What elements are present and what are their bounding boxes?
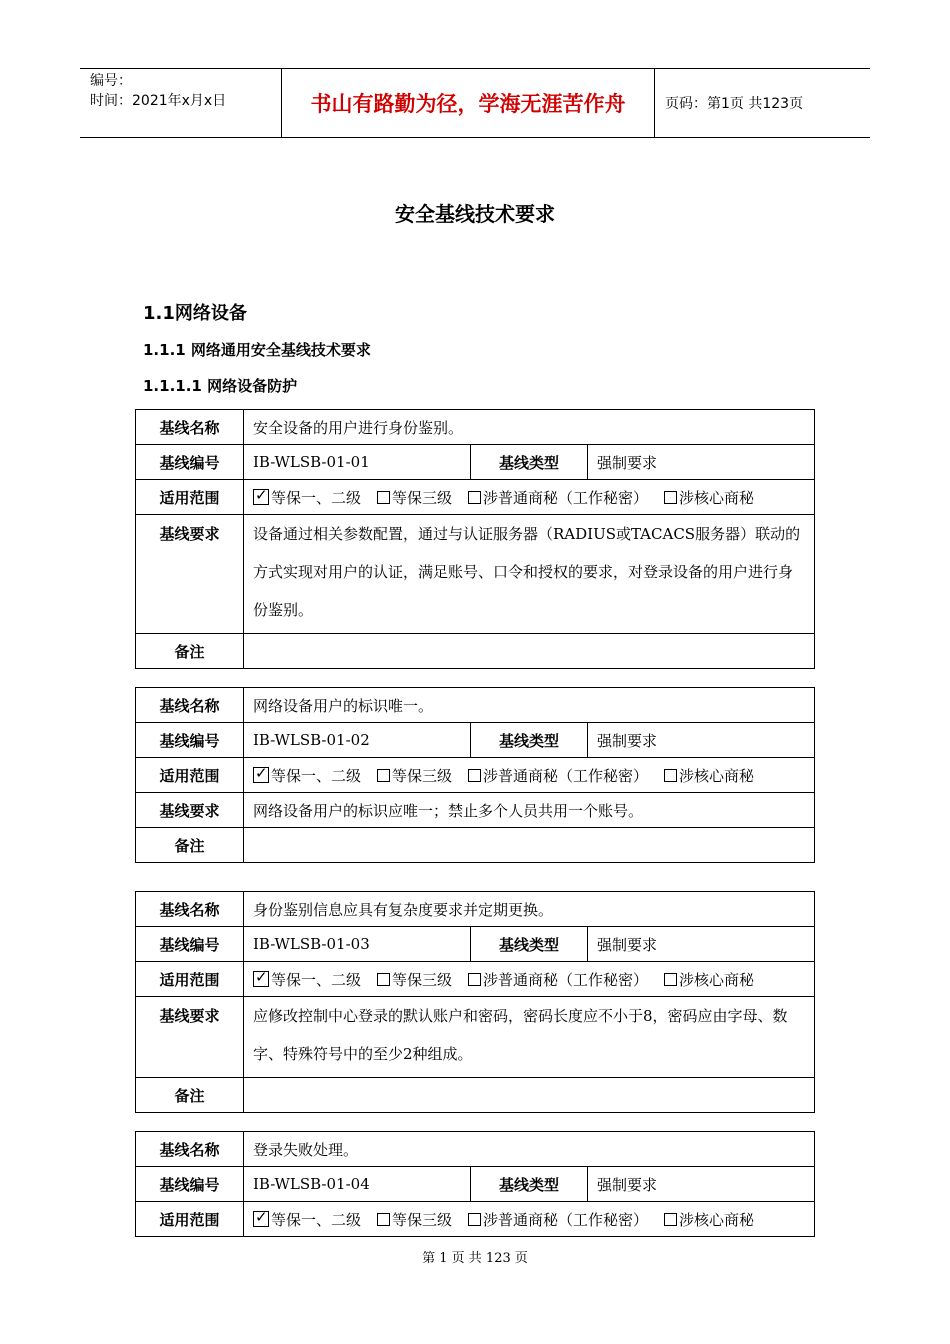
checked-box-icon bbox=[253, 489, 269, 505]
type-label: 基线类型 bbox=[471, 927, 588, 962]
scope-checkbox-level3[interactable]: 等保三级 bbox=[377, 969, 452, 990]
baseline-remark bbox=[244, 828, 815, 863]
code-label: 基线编号 bbox=[136, 445, 244, 480]
page-footer: 第 1 页 共 123 页 bbox=[422, 1251, 528, 1266]
scope-label: 适用范围 bbox=[136, 962, 244, 997]
remark-label: 备注 bbox=[136, 1078, 244, 1113]
baseline-type: 强制要求 bbox=[588, 927, 815, 962]
table-row bbox=[136, 410, 815, 445]
unchecked-box-icon bbox=[377, 769, 390, 782]
table-row bbox=[136, 892, 815, 927]
scope-checkbox-level3[interactable]: 等保三级 bbox=[377, 1209, 452, 1230]
type-label: 基线类型 bbox=[471, 723, 588, 758]
baseline-code: IB-WLSB-01-04 bbox=[244, 1167, 471, 1202]
requirement-label: 基线要求 bbox=[136, 793, 244, 828]
scope-checkbox-level12[interactable]: ✓ 等保一、二级 bbox=[253, 765, 361, 786]
scope-label: 适用范围 bbox=[136, 758, 244, 793]
table-row bbox=[136, 634, 815, 669]
unchecked-box-icon bbox=[377, 1213, 390, 1226]
section-heading-1: 1.1网络设备 bbox=[143, 303, 247, 324]
baseline-remark bbox=[244, 1078, 815, 1113]
baseline-type: 强制要求 bbox=[588, 445, 815, 480]
baseline-name: 网络设备用户的标识唯一。 bbox=[244, 688, 815, 723]
number-label: 编号： bbox=[90, 73, 132, 89]
name-label: 基线名称 bbox=[136, 892, 244, 927]
section-heading-3: 1.1.1.1 网络设备防护 bbox=[143, 377, 298, 395]
name-label: 基线名称 bbox=[136, 1132, 244, 1167]
document-title: 安全基线技术要求 bbox=[395, 202, 555, 226]
baseline-code: IB-WLSB-01-01 bbox=[244, 445, 471, 480]
scope-checkbox-core-secret[interactable]: 涉核心商秘 bbox=[664, 487, 754, 508]
scope-checkbox-general-secret[interactable]: 涉普通商秘（工作秘密） bbox=[468, 487, 648, 508]
checked-box-icon bbox=[253, 1211, 269, 1227]
baseline-remark bbox=[244, 634, 815, 669]
baseline-requirement: 设备通过相关参数配置，通过与认证服务器（RADIUS或TACACS服务器）联动的方式实现对用户的认证，满足账号、口令和授权的要求，对登录设备的用户进行身份鉴别。 bbox=[244, 515, 815, 634]
unchecked-box-icon bbox=[664, 769, 677, 782]
header-page-info: 页码：第1页 共123页 bbox=[665, 96, 804, 112]
scope-label: 适用范围 bbox=[136, 480, 244, 515]
table-row bbox=[136, 962, 815, 997]
baseline-name: 登录失败处理。 bbox=[244, 1132, 815, 1167]
scope-checkbox-general-secret[interactable]: 涉普通商秘（工作秘密） bbox=[468, 765, 648, 786]
page-header bbox=[80, 68, 870, 138]
scope-options bbox=[244, 962, 815, 997]
baseline-type: 强制要求 bbox=[588, 1167, 815, 1202]
baseline-code: IB-WLSB-01-03 bbox=[244, 927, 471, 962]
table-row bbox=[136, 1078, 815, 1113]
baseline-requirement: 应修改控制中心登录的默认账户和密码，密码长度应不小于8，密码应由字母、数字、特殊符号中的至少2种组成。 bbox=[244, 997, 815, 1078]
unchecked-box-icon bbox=[664, 1213, 677, 1226]
scope-checkbox-general-secret[interactable]: 涉普通商秘（工作秘密） bbox=[468, 1209, 648, 1230]
baseline-table-2 bbox=[135, 687, 815, 863]
scope-checkbox-level12[interactable]: ✓ 等保一、二级 bbox=[253, 969, 361, 990]
baseline-name: 安全设备的用户进行身份鉴别。 bbox=[244, 410, 815, 445]
baseline-name: 身份鉴别信息应具有复杂度要求并定期更换。 bbox=[244, 892, 815, 927]
baseline-table-3 bbox=[135, 891, 815, 1113]
type-label: 基线类型 bbox=[471, 1167, 588, 1202]
time-label: 时间：2021年x月x日 bbox=[90, 93, 227, 109]
table-row bbox=[136, 927, 815, 962]
remark-label: 备注 bbox=[136, 828, 244, 863]
table-row bbox=[136, 1202, 815, 1237]
unchecked-box-icon bbox=[377, 491, 390, 504]
table-row bbox=[136, 828, 815, 863]
table-row bbox=[136, 758, 815, 793]
table-row bbox=[136, 688, 815, 723]
scope-checkbox-level12[interactable]: ✓ 等保一、二级 bbox=[253, 1209, 361, 1230]
scope-options bbox=[244, 480, 815, 515]
baseline-type: 强制要求 bbox=[588, 723, 815, 758]
section-heading-2: 1.1.1 网络通用安全基线技术要求 bbox=[143, 341, 371, 359]
baseline-table-4 bbox=[135, 1131, 815, 1237]
scope-options bbox=[244, 758, 815, 793]
table-row bbox=[136, 515, 815, 634]
scope-checkbox-level3[interactable]: 等保三级 bbox=[377, 765, 452, 786]
name-label: 基线名称 bbox=[136, 410, 244, 445]
table-row bbox=[136, 445, 815, 480]
scope-checkbox-core-secret[interactable]: 涉核心商秘 bbox=[664, 1209, 754, 1230]
unchecked-box-icon bbox=[468, 769, 481, 782]
baseline-requirement: 网络设备用户的标识应唯一；禁止多个人员共用一个账号。 bbox=[244, 793, 815, 828]
code-label: 基线编号 bbox=[136, 723, 244, 758]
table-row bbox=[136, 1132, 815, 1167]
requirement-label: 基线要求 bbox=[136, 515, 244, 634]
scope-checkbox-general-secret[interactable]: 涉普通商秘（工作秘密） bbox=[468, 969, 648, 990]
scope-checkbox-level3[interactable]: 等保三级 bbox=[377, 487, 452, 508]
name-label: 基线名称 bbox=[136, 688, 244, 723]
unchecked-box-icon bbox=[664, 491, 677, 504]
table-row bbox=[136, 997, 815, 1078]
table-row bbox=[136, 1167, 815, 1202]
remark-label: 备注 bbox=[136, 634, 244, 669]
unchecked-box-icon bbox=[468, 1213, 481, 1226]
table-row bbox=[136, 480, 815, 515]
scope-options bbox=[244, 1202, 815, 1237]
baseline-table-1 bbox=[135, 409, 815, 669]
scope-checkbox-level12[interactable]: ✓ 等保一、二级 bbox=[253, 487, 361, 508]
header-motto: 书山有路勤为径，学海无涯苦作舟 bbox=[282, 69, 655, 137]
unchecked-box-icon bbox=[664, 973, 677, 986]
unchecked-box-icon bbox=[468, 973, 481, 986]
requirement-label: 基线要求 bbox=[136, 997, 244, 1078]
scope-checkbox-core-secret[interactable]: 涉核心商秘 bbox=[664, 765, 754, 786]
header-meta bbox=[80, 69, 282, 137]
table-row bbox=[136, 723, 815, 758]
scope-label: 适用范围 bbox=[136, 1202, 244, 1237]
checked-box-icon bbox=[253, 767, 269, 783]
code-label: 基线编号 bbox=[136, 1167, 244, 1202]
type-label: 基线类型 bbox=[471, 445, 588, 480]
baseline-code: IB-WLSB-01-02 bbox=[244, 723, 471, 758]
code-label: 基线编号 bbox=[136, 927, 244, 962]
table-row bbox=[136, 793, 815, 828]
unchecked-box-icon bbox=[468, 491, 481, 504]
checked-box-icon bbox=[253, 971, 269, 987]
unchecked-box-icon bbox=[377, 973, 390, 986]
scope-checkbox-core-secret[interactable]: 涉核心商秘 bbox=[664, 969, 754, 990]
